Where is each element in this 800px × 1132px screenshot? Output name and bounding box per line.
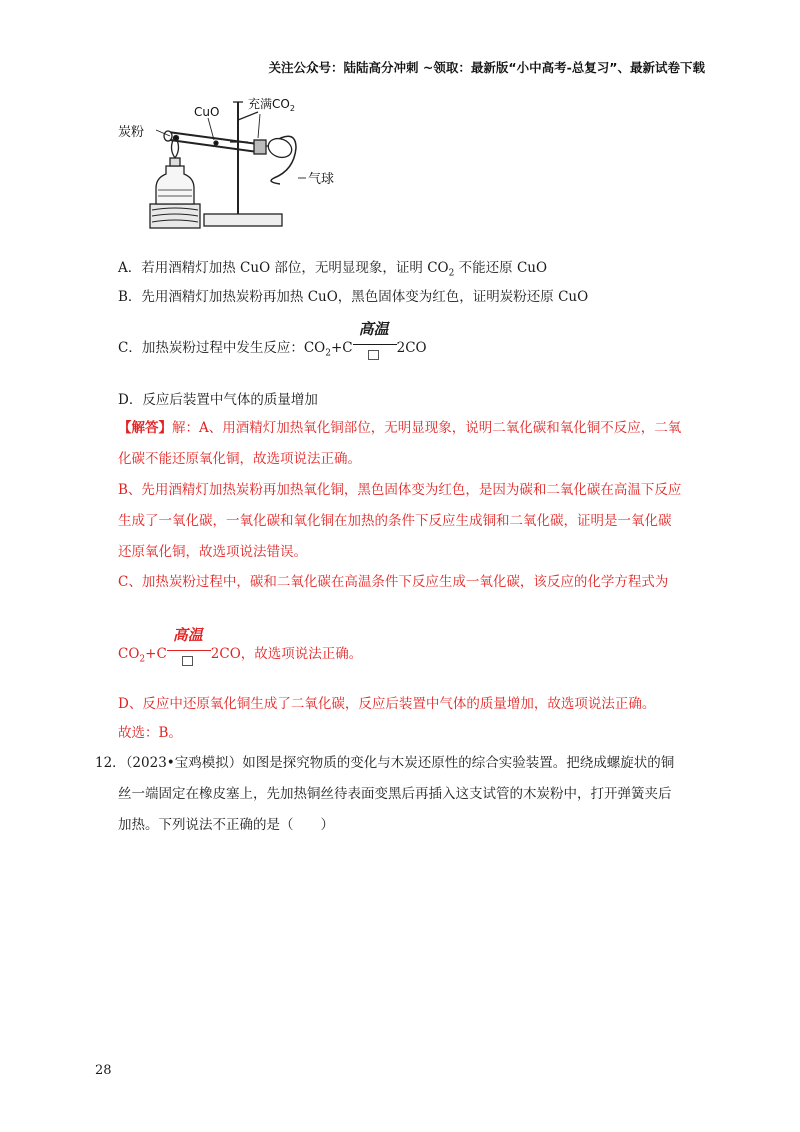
option-c: C．加热炭粉过程中发生反应：$CO_2+C$ 高温 2CO (118, 320, 427, 359)
page-header: 关注公众号：陆陆高分冲刺 ~领取：最新版“小中高考-总复习”、最新试卷下载 (268, 60, 705, 75)
question-number: 12． (95, 755, 126, 771)
question-12-line1: 12．（2023•宝鸡模拟）如图是探究物质的变化与木炭还原性的综合实验装置。把绕成螺旋状的铜 (95, 755, 675, 771)
label-co2: 充满$CO_2$ (248, 97, 295, 113)
answer-tag: 【解答】 (118, 420, 172, 436)
answer-c-line1: C、加热炭粉过程中，碳和二氧化碳在高温条件下反应生成一氧化碳，该反应的化学方程式为 (118, 574, 669, 590)
answer-a-line2: 化碳不能还原氧化铜，故选项说法正确。 (118, 451, 361, 467)
label-balloon: 气球 (308, 172, 335, 187)
answer-reaction-condition: 高温 (167, 644, 211, 658)
reaction-condition: 高温 (353, 338, 397, 352)
apparatus-figure (108, 92, 358, 232)
answer-c-line2: $CO_2+C$ 高温 2CO，故选项说法正确。 (118, 626, 363, 665)
question-12-line3: 加热。下列说法不正确的是（ ） (118, 817, 334, 833)
label-carbon: 炭粉 (118, 125, 145, 140)
apparatus-drawing (108, 92, 358, 232)
option-a: A．若用酒精灯加热 CuO 部位，无明显现象，证明 $CO_2$ 不能还原 CuO (118, 260, 548, 279)
answer-a-line1: 【解答】解：A、用酒精灯加热氧化铜部位，无明显现象，说明二氧化碳和氧化铜不反应，二氧 (118, 420, 682, 436)
answer-choice: 故选：B。 (118, 725, 182, 741)
answer-d-line: D、反应中还原氧化铜生成了二氧化碳，反应后装置中气体的质量增加，故选项说法正确。 (118, 696, 656, 712)
answer-b-line2: 生成了一氧化碳，一氧化碳和氧化铜在加热的条件下反应生成铜和二氧化碳，证明是一氧化碳 (118, 513, 672, 529)
answer-b-line1: B、先用酒精灯加热炭粉再加热氧化铜，黑色固体变为红色，是因为碳和二氧化碳在高温下反应 (118, 482, 682, 498)
answer-b-line3: 还原氧化铜，故选项说法错误。 (118, 544, 307, 560)
option-b: B．先用酒精灯加热炭粉再加热 CuO，黑色固体变为红色，证明炭粉还原 CuO (118, 289, 589, 305)
page-number: 28 (95, 1063, 112, 1078)
label-cuo: CuO (194, 105, 220, 119)
question-12-line2: 丝一端固定在橡皮塞上，先加热铜丝待表面变黑后再插入这支试管的木炭粉中，打开弹簧夹后 (118, 786, 672, 802)
option-d: D．反应后装置中气体的质量增加 (118, 392, 318, 408)
